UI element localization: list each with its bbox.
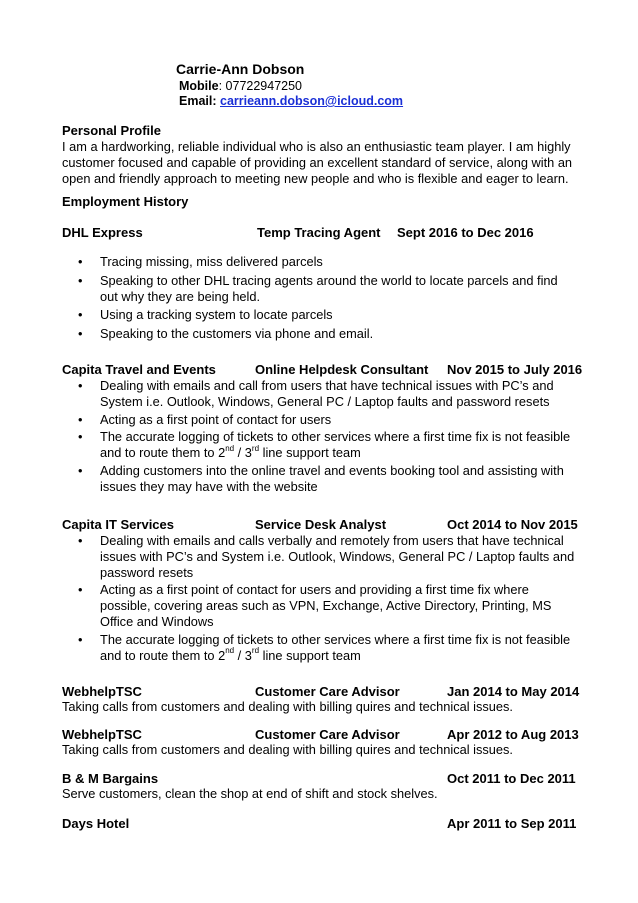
- capita-it-duties: [75, 533, 574, 663]
- list-item: • The accurate logging of tickets to other services where a first time fix is not feasible and to route them to 2nd / 3rd line support team: [75, 632, 574, 664]
- job-company: Days Hotel: [62, 816, 130, 831]
- job-role: Online Helpdesk Consultant: [255, 362, 429, 377]
- mobile-value: : 07722947250: [218, 79, 303, 93]
- list-item: • Adding customers into the online travel and events booking tool and assisting with issues they may have with the website: [75, 463, 570, 495]
- list-item: • Acting as a first point of contact for users: [75, 412, 570, 428]
- job-role: Customer Care Advisor: [255, 727, 400, 742]
- profile-line-2: customer focused and capable of providing an excellent standard of service, along with an: [62, 155, 573, 170]
- job-role: Customer Care Advisor: [255, 684, 400, 699]
- job-company: DHL Express: [62, 225, 143, 240]
- job-company: Capita IT Services: [62, 517, 174, 532]
- job-company: Capita Travel and Events: [62, 362, 216, 377]
- job-company: B & M Bargains: [62, 771, 159, 786]
- job-dates: Jan 2014 to May 2014: [447, 684, 580, 699]
- job-description: Taking calls from customers and dealing with billing quires and technical issues.: [62, 699, 513, 714]
- list-item: • Tracing missing, miss delivered parcels: [75, 254, 558, 270]
- job-dates: Apr 2012 to Aug 2013: [447, 727, 579, 742]
- job-company: WebhelpTSC: [62, 727, 142, 742]
- job-role: Temp Tracing Agent: [257, 225, 381, 240]
- job-description: Serve customers, clean the shop at end of shift and stock shelves.: [62, 786, 438, 801]
- job-role: Service Desk Analyst: [255, 517, 387, 532]
- email-link[interactable]: carrieann.dobson@icloud.com: [220, 94, 404, 108]
- list-item: • Acting as a first point of contact for users and providing a first time fix where possible, covering areas such as VPN, Exchange, Active Directory, Printing, MS Office and Windows: [75, 582, 574, 629]
- email-label: Email:: [179, 94, 220, 108]
- list-item: • The accurate logging of tickets to other services where a first time fix is not feasible and to route them to 2nd / 3rd line support team: [75, 429, 570, 461]
- employment-heading: Employment History: [62, 194, 189, 209]
- job-description: Taking calls from customers and dealing with billing quires and technical issues.: [62, 742, 513, 757]
- job-dates: Apr 2011 to Sep 2011: [447, 816, 577, 831]
- email-line: [179, 94, 403, 108]
- list-item: • Speaking to other DHL tracing agents around the world to locate parcels and find out why they are being held.: [75, 273, 558, 305]
- job-dates: Sept 2016 to Dec 2016: [397, 225, 534, 240]
- list-item: • Dealing with emails and call from users that have technical issues with PC’s and System i.e. Outlook, Windows, General PC / Laptop faults and password resets: [75, 378, 570, 410]
- list-item: • Speaking to the customers via phone and email.: [75, 326, 558, 342]
- job-company: WebhelpTSC: [62, 684, 142, 699]
- job-dates: Oct 2011 to Dec 2011: [447, 771, 576, 786]
- capita-travel-duties: [75, 378, 570, 495]
- dhl-duties: [75, 254, 558, 342]
- list-item: • Using a tracking system to locate parcels: [75, 307, 558, 323]
- mobile-label: Mobile: [179, 79, 219, 93]
- job-dates: Nov 2015 to July 2016: [447, 362, 583, 377]
- profile-heading: Personal Profile: [62, 123, 161, 138]
- profile-line-1: I am a hardworking, reliable individual who is also an enthusiastic team player. I am highly: [62, 139, 571, 154]
- list-item: • Dealing with emails and calls verbally and remotely from users that have technical issues with PC’s and System i.e. Outlook, Windows, General PC / Laptop faults and password resets: [75, 533, 574, 580]
- candidate-name: Carrie-Ann Dobson: [176, 61, 305, 77]
- profile-line-3: open and friendly approach to meeting new people and who is flexible and eager to learn.: [62, 171, 569, 186]
- mobile-line: [179, 79, 302, 93]
- job-dates: Oct 2014 to Nov 2015: [447, 517, 578, 532]
